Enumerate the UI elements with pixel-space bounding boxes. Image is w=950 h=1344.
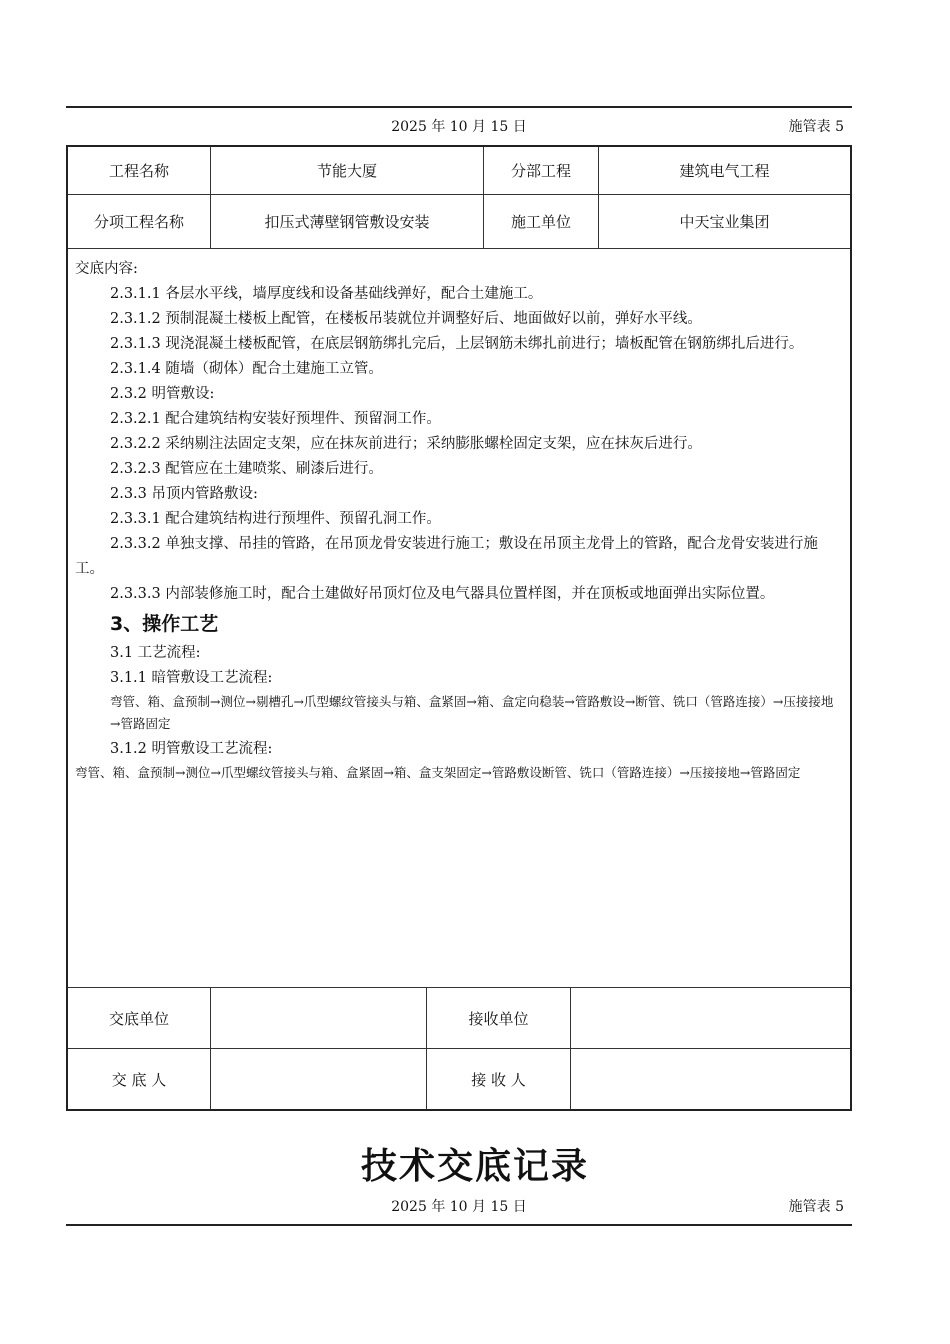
contractor-label: 施工单位 — [510, 213, 571, 231]
header-form-number: 施管表 5 — [788, 119, 844, 135]
content-line: 2.3.1.4 随墙（砌体）配合土建施工立管。 — [110, 361, 383, 377]
flow-title: 3.1 工艺流程: — [110, 645, 201, 661]
flow1-text: 弯管、箱、盒预制→测位→剔槽孔→爪型螺纹管接头与箱、盒紧固→箱、盒定向稳装→管路敷设→断管、铣口（管路连接）→压接接地→管路固定 — [110, 694, 834, 731]
project-name-value: 节能大厦 — [316, 162, 377, 180]
content-line: 2.3.1.3 现浇混凝土楼板配管，在底层钢筋绑扎完后，上层钢筋未绑扎前进行；墙板配管在钢筋绑扎后进行。 — [110, 336, 804, 352]
content-line: 2.3.1.1 各层水平线，墙厚度线和设备基础线弹好，配合土建施工。 — [110, 286, 543, 302]
header-meta — [66, 116, 852, 136]
receiver-unit-label: 接收单位 — [468, 1009, 529, 1028]
content-line: 2.3.2.1 配合建筑结构安装好预埋件、预留洞工作。 — [110, 411, 441, 427]
content-line: 2.3.1.2 预制混凝土楼板上配管，在楼板吊装就位并调整好后、地面做好以前，弹好水平线。 — [110, 311, 702, 327]
section-heading: 3、操作工艺 — [110, 613, 219, 635]
division-label: 分部工程 — [510, 162, 571, 180]
row-divider — [68, 248, 850, 249]
footer-meta — [66, 1196, 852, 1216]
content-line: 2.3.2 明管敷设: — [110, 386, 215, 402]
receiver-field[interactable] — [571, 1049, 850, 1109]
issuer-unit-field[interactable] — [211, 988, 426, 1048]
document-title: 技术交底记录 — [360, 1146, 589, 1187]
issuer-label: 交 底 人 — [111, 1070, 167, 1089]
issuer-unit-label: 交底单位 — [108, 1009, 169, 1028]
project-name-label: 工程名称 — [108, 162, 169, 180]
content-label: 交底内容: — [75, 261, 138, 277]
footer-date: 2025 年 10 月 15 日 — [391, 1199, 527, 1215]
issuer-field[interactable] — [211, 1049, 426, 1109]
bottom-rule — [66, 1224, 852, 1226]
briefing-content — [75, 257, 843, 784]
contractor-value: 中天宝业集团 — [679, 213, 770, 231]
subitem-value: 扣压式薄壁钢管敷设安装 — [264, 213, 430, 231]
content-line: 2.3.3.3 内部装修施工时，配合土建做好吊顶灯位及电气器具位置样图，并在顶板或地面弹出实际位置。 — [110, 586, 775, 602]
flow2-text: 弯管、箱、盒预制→测位→爪型螺纹管接头与箱、盒紧固→箱、盒支架固定→管路敷设断管、铣口（管路连接）→压接接地→管路固定 — [75, 765, 801, 780]
header-date: 2025 年 10 月 15 日 — [391, 119, 527, 135]
subitem-label: 分项工程名称 — [93, 213, 184, 231]
flow1-title: 3.1.1 暗管敷设工艺流程: — [110, 670, 273, 686]
receiver-unit-field[interactable] — [571, 988, 850, 1048]
footer-form-number: 施管表 5 — [788, 1199, 844, 1215]
content-line: 2.3.2.3 配管应在土建喷浆、刷漆后进行。 — [110, 461, 383, 477]
content-line: 2.3.3.2 单独支撑、吊挂的管路，在吊顶龙骨安装进行施工；敷设在吊顶主龙骨上的管路，配合龙骨安装进行施工。 — [75, 536, 818, 577]
flow2-title: 3.1.2 明管敷设工艺流程: — [110, 741, 273, 757]
content-line: 2.3.3.1 配合建筑结构进行预埋件、预留孔洞工作。 — [110, 511, 441, 527]
receiver-label: 接 收 人 — [471, 1070, 526, 1089]
division-value: 建筑电气工程 — [679, 162, 770, 180]
content-line: 2.3.2.2 采纳剔注法固定支架，应在抹灰前进行；采纳膨胀螺栓固定支架，应在抹灰后进行。 — [110, 436, 702, 452]
content-line: 2.3.3 吊顶内管路敷设: — [110, 486, 258, 502]
top-rule — [66, 106, 852, 108]
